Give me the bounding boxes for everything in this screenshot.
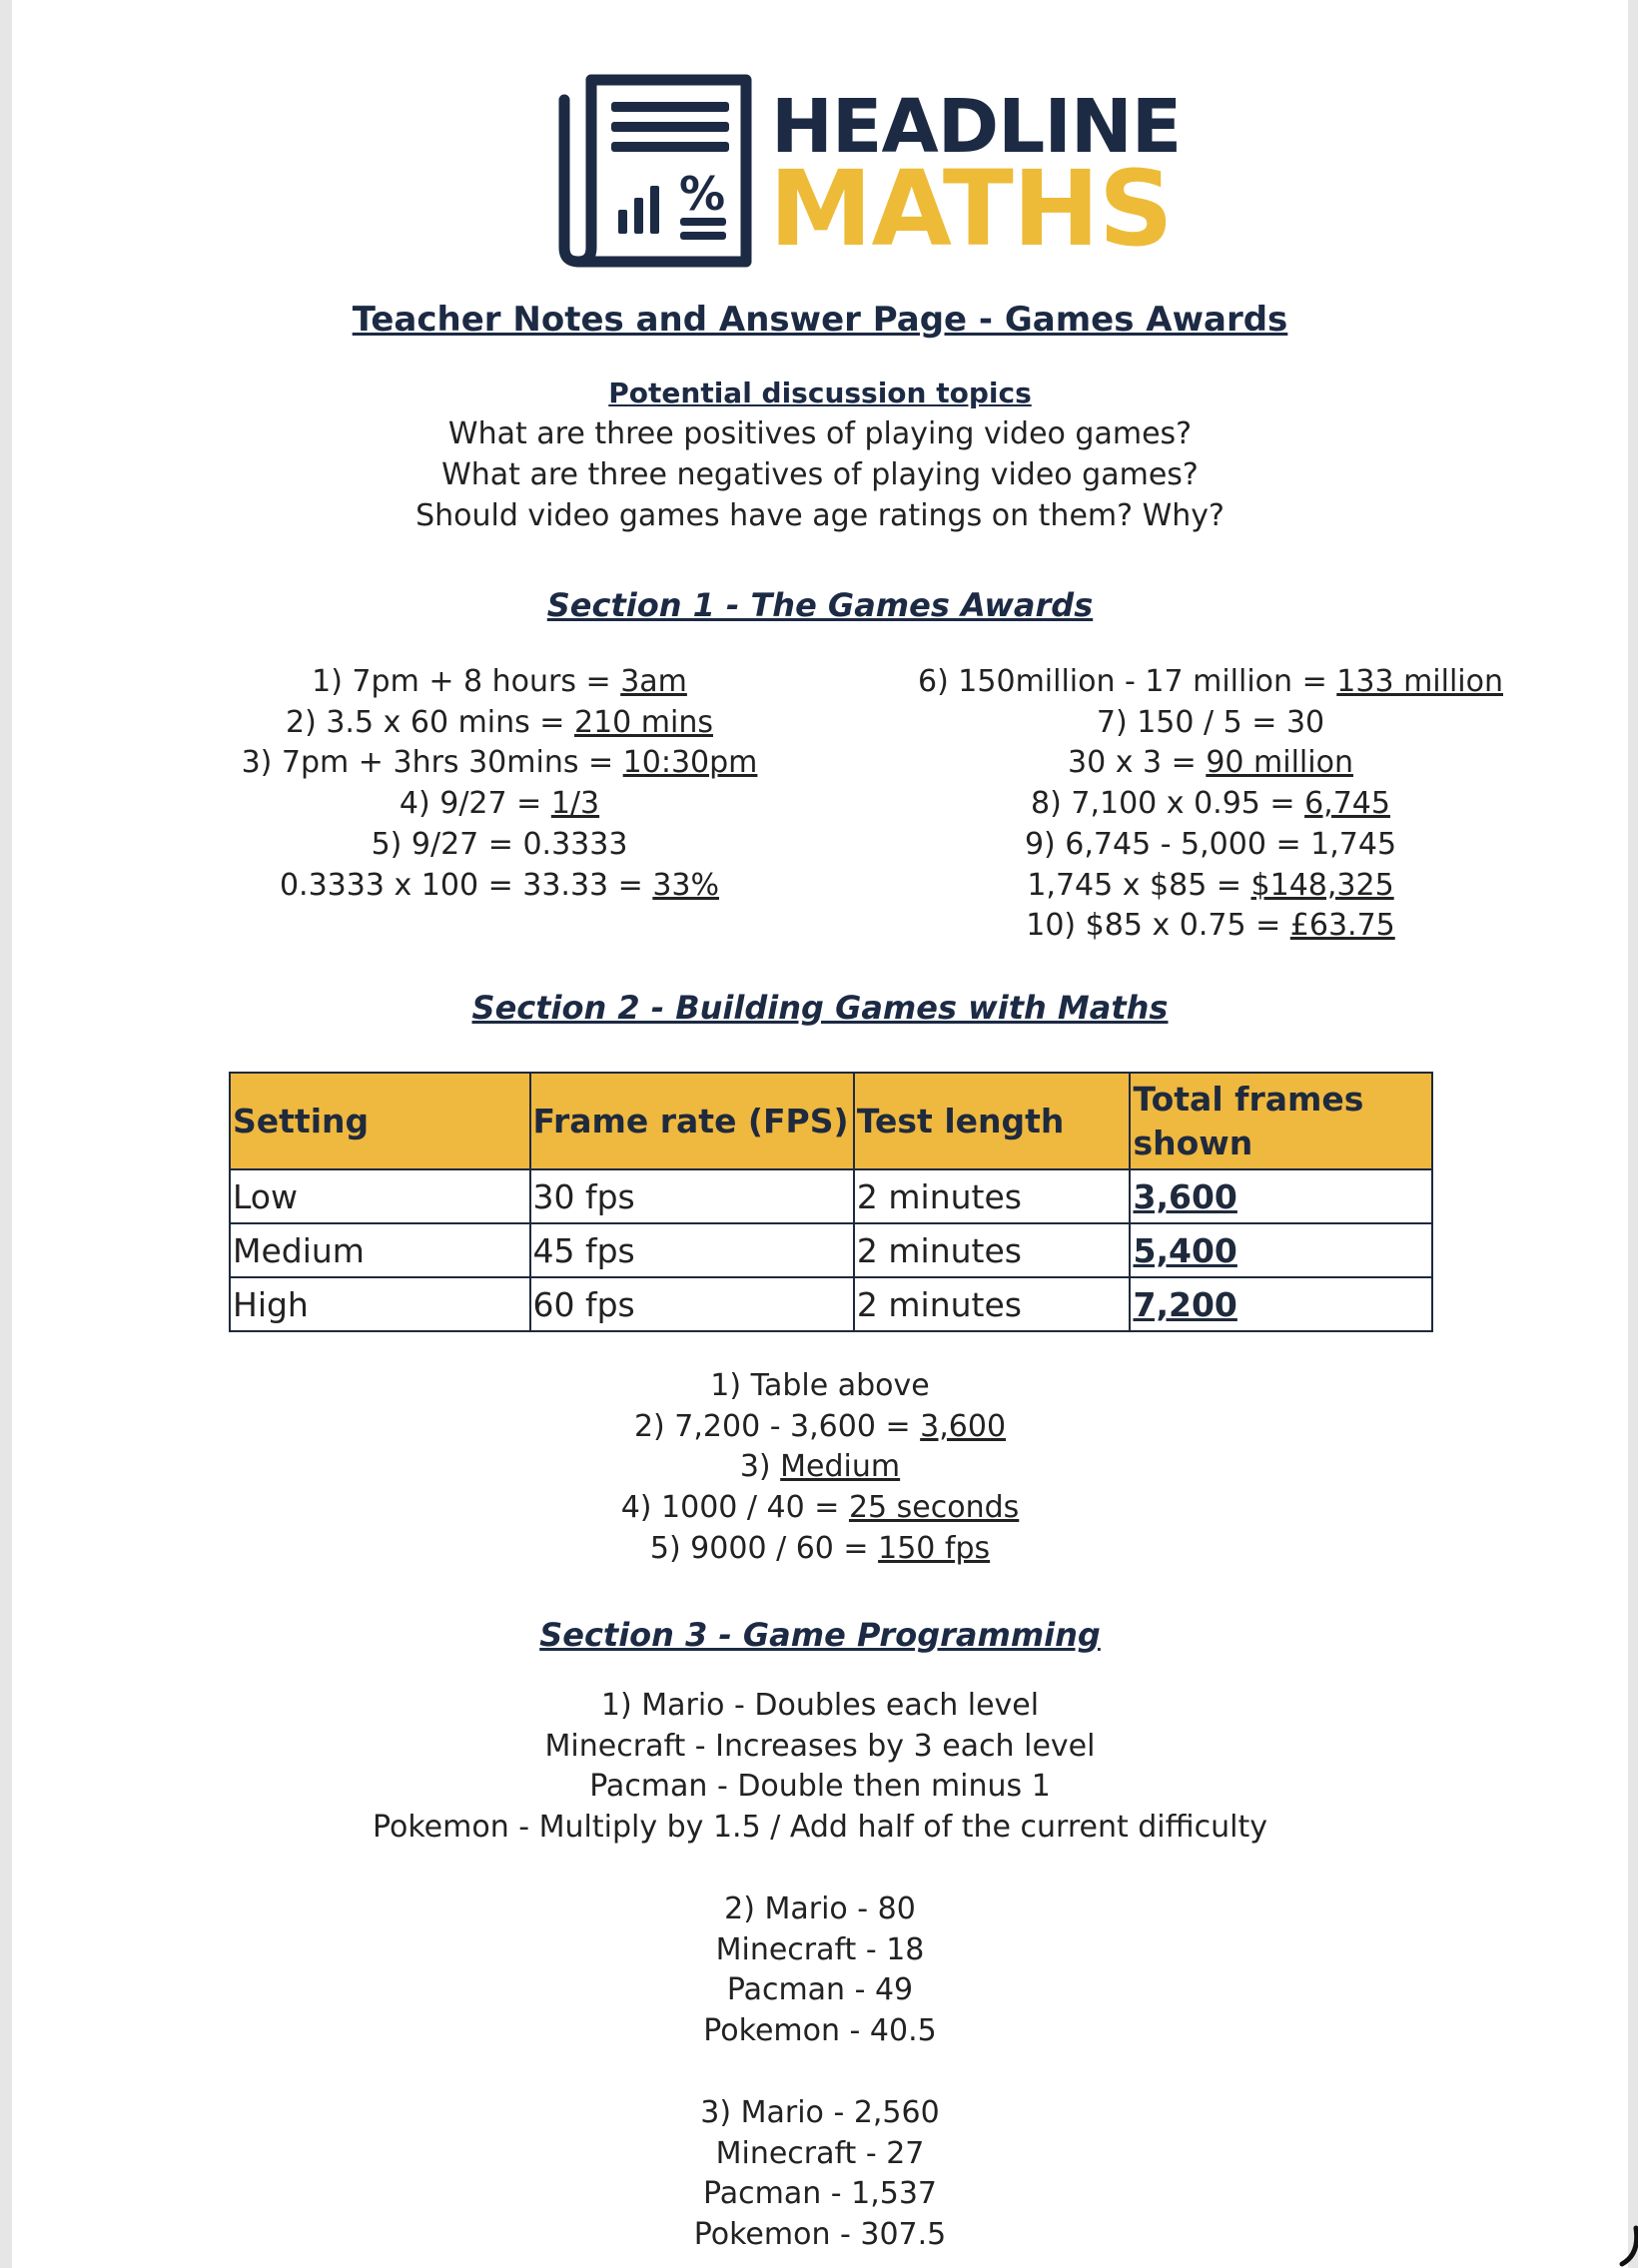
logo-word-headline: HEADLINE: [771, 84, 1182, 170]
answer-line: 1) Mario - Doubles each level: [600, 1688, 1040, 1723]
frames-table: [229, 1072, 1433, 1332]
answer-line: 3) Medium: [739, 1449, 901, 1485]
column-header: Total frames shown: [1130, 1073, 1432, 1169]
answer-line: 5) 9000 / 60 = 150 fps: [649, 1530, 991, 1566]
answer-line: Pokemon - 307.5: [693, 2217, 947, 2253]
column-header: Test length: [854, 1073, 1131, 1169]
answer-line: 7) 150 / 5 = 30: [1096, 704, 1325, 740]
answer-line: 2) 7,200 - 3,600 = 3,600: [633, 1408, 1007, 1444]
svg-text:%: %: [678, 167, 726, 221]
answer-line: 3) 7pm + 3hrs 30mins = 10:30pm: [241, 745, 758, 781]
table-cell: 2 minutes: [854, 1169, 1131, 1223]
page-title: Teacher Notes and Answer Page - Games Awards: [352, 300, 1288, 340]
answer-line: 2) Mario - 80: [724, 1891, 916, 1926]
answer-line: 4) 9/27 = 1/3: [399, 786, 600, 822]
section2-answers: [12, 1366, 1628, 1570]
answer-line: Minecraft - 27: [715, 2135, 925, 2171]
table-cell-total: 7,200: [1130, 1277, 1432, 1331]
logo-word-maths: MATHS: [769, 148, 1173, 270]
table-cell: 30 fps: [530, 1169, 854, 1223]
discussion-line: What are three positives of playing video games?: [447, 416, 1193, 451]
section2-heading: Section 2 - Building Games with Maths: [471, 989, 1169, 1027]
section3-block1: [12, 1686, 1628, 1849]
discussion-line: Should video games have age ratings on them? Why?: [415, 498, 1225, 533]
column-header: Setting: [230, 1073, 530, 1169]
answer-line: 0.3333 x 100 = 33.33 = 33%: [279, 867, 720, 903]
section1-right-answers: [891, 662, 1530, 947]
section3-block3: [12, 2093, 1628, 2256]
table-cell-total: 3,600: [1130, 1169, 1432, 1223]
answer-line: 5) 9/27 = 0.3333: [371, 826, 628, 862]
table-header-row: [230, 1073, 1432, 1169]
answer-line: 1) Table above: [710, 1368, 930, 1403]
section3-block2: [12, 1890, 1628, 2052]
answer-line: 4) 1000 / 40 = 25 seconds: [620, 1490, 1020, 1526]
newspaper-chart-icon: [556, 70, 756, 270]
answer-line: Minecraft - 18: [715, 1931, 925, 1967]
table-cell: 2 minutes: [854, 1223, 1131, 1277]
answer-line: Minecraft - Increases by 3 each level: [544, 1728, 1096, 1764]
answer-line: Pacman - Double then minus 1: [589, 1769, 1051, 1805]
answer-line: 8) 7,100 x 0.95 = 6,745: [1031, 786, 1390, 822]
answer-line: Pacman - 49: [726, 1972, 914, 2008]
answer-line: Pokemon - Multiply by 1.5 / Add half of the current difficulty: [372, 1810, 1267, 1846]
table-cell: Medium: [230, 1223, 530, 1277]
section1-left-answers: [200, 662, 799, 906]
answer-line: 3) Mario - 2,560: [700, 2095, 940, 2130]
table-cell: Low: [230, 1169, 530, 1223]
answer-line: 30 x 3 = 90 million: [1068, 745, 1353, 781]
answer-line: 2) 3.5 x 60 mins = 210 mins: [286, 704, 713, 740]
answer-line: 1) 7pm + 8 hours = 3am: [312, 664, 687, 699]
table-cell: 60 fps: [530, 1277, 854, 1331]
section1-heading: Section 1 - The Games Awards: [546, 586, 1094, 624]
document-page: [12, 0, 1628, 2268]
discussion-heading: Potential discussion topics: [608, 377, 1032, 409]
page-curl-mark: [1618, 2224, 1638, 2268]
discussion-line: What are three negatives of playing video games?: [441, 457, 1199, 492]
table-cell: 45 fps: [530, 1223, 854, 1277]
table-cell-total: 5,400: [1130, 1223, 1432, 1277]
answer-line: Pokemon - 40.5: [703, 2013, 937, 2049]
answer-line: 6) 150million - 17 million = 133 million: [917, 664, 1503, 699]
answer-line: 1,745 x $85 = $148,325: [1027, 867, 1394, 903]
headline-maths-logo: [556, 70, 1182, 270]
answer-line: 10) $85 x 0.75 = £63.75: [1026, 908, 1395, 944]
column-header: Frame rate (FPS): [530, 1073, 854, 1169]
answer-line: Pacman - 1,537: [702, 2176, 938, 2212]
section3-heading: Section 3 - Game Programming: [539, 1616, 1101, 1654]
table-row: [230, 1169, 1432, 1223]
table-row: [230, 1277, 1432, 1331]
answer-line: 9) 6,745 - 5,000 = 1,745: [1024, 826, 1397, 862]
table-cell: High: [230, 1277, 530, 1331]
table-cell: 2 minutes: [854, 1277, 1131, 1331]
table-row: [230, 1223, 1432, 1277]
